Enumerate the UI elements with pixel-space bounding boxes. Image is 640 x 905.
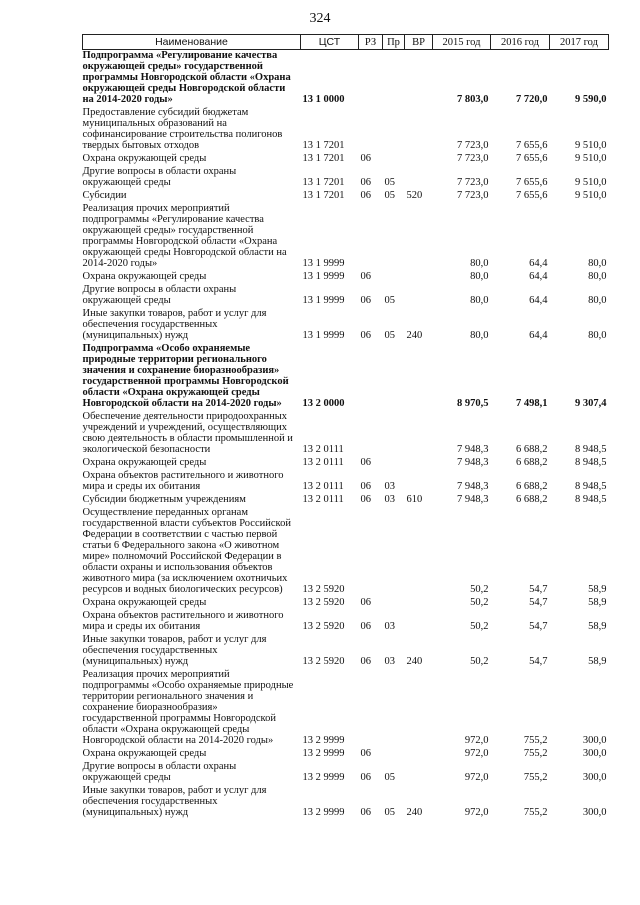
row-amount-2017: 8 948,5 [575, 494, 607, 505]
row-amount-2015: 7 723,0 [457, 153, 489, 164]
row-amount-2017: 80,0 [588, 271, 607, 282]
row-pr [383, 271, 405, 284]
row-amount-2017: 300,0 [582, 748, 607, 759]
row-vr [405, 669, 433, 748]
row-vr [405, 748, 433, 761]
row-amount-2015: 8 970,5 [457, 398, 489, 409]
row-rz: 06 [360, 597, 371, 608]
row-amount-2017: 58,9 [588, 597, 607, 608]
row-amount-2015: 7 948,3 [457, 481, 489, 492]
row-amount-2017: 300,0 [582, 772, 607, 783]
row-name: Обеспечение деятельности природоохранных учреждений и учреждений, осуществляющих свою деятельность в области промышленной и экологической безопасности [82, 411, 293, 455]
row-amount-2015: 7 723,0 [457, 140, 489, 151]
row-vr [405, 470, 433, 494]
row-amount-2015: 80,0 [470, 258, 489, 269]
row-amount-2016: 7 498,1 [516, 398, 548, 409]
row-cst: 13 2 5920 [302, 656, 345, 667]
header-2017: 2017 год [550, 35, 609, 50]
header-name: Наименование [83, 35, 301, 50]
budget-table [82, 34, 609, 820]
row-amount-2016: 64,4 [529, 271, 548, 282]
header-rz: РЗ [359, 35, 383, 50]
row-rz [359, 507, 383, 597]
row-rz: 06 [360, 656, 371, 667]
row-cst: 13 2 9999 [302, 748, 345, 759]
row-amount-2017: 8 948,5 [575, 444, 607, 455]
row-amount-2017: 9 510,0 [575, 140, 607, 151]
row-vr [405, 507, 433, 597]
row-amount-2016: 7 655,6 [516, 140, 548, 151]
row-name: Иные закупки товаров, работ и услуг для обеспечения государственных (муниципальных) нужд [82, 634, 267, 667]
row-name: Охрана окружающей среды [82, 271, 207, 282]
row-amount-2017: 9 510,0 [575, 190, 607, 201]
row-cst: 13 2 0111 [302, 457, 344, 468]
row-pr [383, 50, 405, 108]
row-pr [383, 343, 405, 411]
row-amount-2016: 54,7 [529, 597, 548, 608]
row-pr: 05 [384, 807, 395, 818]
row-amount-2015: 80,0 [470, 271, 489, 282]
row-pr: 05 [384, 190, 395, 201]
row-pr [383, 597, 405, 610]
row-name: Субсидии бюджетным учреждениям [82, 494, 246, 505]
row-cst: 13 1 7201 [302, 177, 345, 188]
row-pr [383, 107, 405, 153]
row-amount-2015: 50,2 [470, 597, 489, 608]
row-name: Охрана окружающей среды [82, 748, 207, 759]
row-vr [405, 107, 433, 153]
row-rz: 06 [360, 190, 371, 201]
row-pr [383, 507, 405, 597]
row-rz: 06 [360, 271, 371, 282]
row-pr [383, 669, 405, 748]
row-amount-2015: 80,0 [470, 330, 489, 341]
row-amount-2016: 7 655,6 [516, 153, 548, 164]
header-cst: ЦСТ [301, 35, 359, 50]
row-amount-2015: 7 803,0 [457, 94, 489, 105]
row-name: Другие вопросы в области охраны окружающей среды [82, 284, 237, 306]
row-vr: 610 [406, 494, 423, 505]
row-amount-2017: 9 510,0 [575, 153, 607, 164]
row-amount-2016: 6 688,2 [516, 494, 548, 505]
row-amount-2015: 7 948,3 [457, 494, 489, 505]
row-amount-2015: 7 948,3 [457, 444, 489, 455]
row-amount-2015: 50,2 [470, 621, 489, 632]
table-row [83, 50, 609, 108]
row-amount-2017: 80,0 [588, 330, 607, 341]
table-row [83, 457, 609, 470]
table-row [83, 669, 609, 748]
row-vr [405, 761, 433, 785]
row-amount-2015: 972,0 [464, 772, 489, 783]
table-row [83, 634, 609, 669]
row-amount-2016: 755,2 [523, 772, 548, 783]
row-amount-2015: 972,0 [464, 807, 489, 818]
row-pr: 05 [384, 295, 395, 306]
row-rz: 06 [360, 807, 371, 818]
row-pr [383, 203, 405, 271]
row-amount-2015: 972,0 [464, 735, 489, 746]
row-vr [405, 343, 433, 411]
row-rz [359, 203, 383, 271]
row-vr [405, 166, 433, 190]
row-name: Осуществление переданных органам государственной власти субъектов Российской Федерации в соответствии с частью первой статьи 6 Федерального закона «О животном мире» полномочий Российской Федерации в области охраны и использования объектов животного мира (за исключением охотничьих ресурсов и водных биологических ресурсов) [82, 507, 291, 595]
table-row [83, 411, 609, 457]
row-rz: 06 [360, 153, 371, 164]
table-row [83, 203, 609, 271]
row-amount-2016: 755,2 [523, 748, 548, 759]
row-amount-2016: 64,4 [529, 258, 548, 269]
row-amount-2017: 9 590,0 [575, 94, 607, 105]
row-amount-2015: 80,0 [470, 295, 489, 306]
row-vr [405, 50, 433, 108]
row-cst: 13 2 5920 [302, 584, 345, 595]
row-rz [359, 669, 383, 748]
table-row [83, 507, 609, 597]
table-row [83, 748, 609, 761]
row-amount-2015: 7 723,0 [457, 190, 489, 201]
header-pr: Пр [383, 35, 405, 50]
row-amount-2016: 6 688,2 [516, 457, 548, 468]
row-pr: 05 [384, 772, 395, 783]
table-body [83, 50, 609, 821]
row-amount-2017: 58,9 [588, 656, 607, 667]
row-amount-2015: 50,2 [470, 656, 489, 667]
row-pr: 05 [384, 330, 395, 341]
row-rz: 06 [360, 748, 371, 759]
row-amount-2016: 6 688,2 [516, 481, 548, 492]
row-cst: 13 2 5920 [302, 621, 345, 632]
row-amount-2017: 8 948,5 [575, 481, 607, 492]
row-name: Иные закупки товаров, работ и услуг для обеспечения государственных (муниципальных) нужд [82, 785, 267, 818]
row-amount-2016: 7 720,0 [516, 94, 548, 105]
table-row [83, 494, 609, 507]
row-cst: 13 1 9999 [302, 258, 345, 269]
row-amount-2016: 7 655,6 [516, 190, 548, 201]
row-amount-2016: 54,7 [529, 584, 548, 595]
row-name: Охрана объектов растительного и животного мира и среды их обитания [82, 470, 284, 492]
row-cst: 13 2 9999 [302, 735, 345, 746]
row-amount-2016: 54,7 [529, 656, 548, 667]
row-amount-2017: 80,0 [588, 295, 607, 306]
table-row [83, 271, 609, 284]
row-rz [359, 107, 383, 153]
row-pr [383, 411, 405, 457]
row-pr: 03 [384, 656, 395, 667]
table-row [83, 107, 609, 153]
row-name: Охрана окружающей среды [82, 153, 207, 164]
row-amount-2017: 9 510,0 [575, 177, 607, 188]
table-row [83, 470, 609, 494]
row-rz: 06 [360, 330, 371, 341]
row-amount-2016: 64,4 [529, 295, 548, 306]
table-header [83, 35, 609, 50]
row-amount-2015: 50,2 [470, 584, 489, 595]
row-amount-2017: 8 948,5 [575, 457, 607, 468]
row-amount-2016: 7 655,6 [516, 177, 548, 188]
row-name: Другие вопросы в области охраны окружающей среды [82, 166, 237, 188]
row-amount-2015: 7 723,0 [457, 177, 489, 188]
row-vr: 240 [406, 807, 423, 818]
header-2016: 2016 год [491, 35, 550, 50]
row-amount-2016: 755,2 [523, 807, 548, 818]
row-name: Охрана окружающей среды [82, 597, 207, 608]
row-vr [405, 610, 433, 634]
table-row [83, 761, 609, 785]
table-row [83, 308, 609, 343]
row-cst: 13 2 0111 [302, 444, 344, 455]
row-amount-2015: 7 948,3 [457, 457, 489, 468]
table-row [83, 284, 609, 308]
table-row [83, 610, 609, 634]
row-name: Другие вопросы в области охраны окружающей среды [82, 761, 237, 783]
row-rz: 06 [360, 177, 371, 188]
row-amount-2016: 755,2 [523, 735, 548, 746]
table-row [83, 166, 609, 190]
row-pr [383, 153, 405, 166]
row-cst: 13 2 5920 [302, 597, 345, 608]
row-rz [359, 50, 383, 108]
row-amount-2017: 80,0 [588, 258, 607, 269]
row-cst: 13 1 7201 [302, 140, 345, 151]
row-vr: 240 [406, 656, 423, 667]
row-cst: 13 1 9999 [302, 271, 345, 282]
table-row [83, 153, 609, 166]
row-name: Охрана объектов растительного и животного мира и среды их обитания [82, 610, 284, 632]
row-vr [405, 203, 433, 271]
row-rz: 06 [360, 457, 371, 468]
row-name: Иные закупки товаров, работ и услуг для обеспечения государственных (муниципальных) нужд [82, 308, 267, 341]
row-name: Подпрограмма «Регулирование качества окружающей среды» государственной программы Новгородской области «Охрана окружающей среды Новгородской области на 2014-2020 годы» [82, 50, 291, 105]
row-amount-2017: 58,9 [588, 584, 607, 595]
row-rz: 06 [360, 481, 371, 492]
row-pr [383, 748, 405, 761]
row-cst: 13 2 9999 [302, 772, 345, 783]
row-cst: 13 2 0111 [302, 494, 344, 505]
row-cst: 13 2 9999 [302, 807, 345, 818]
row-vr: 240 [406, 330, 423, 341]
row-cst: 13 1 7201 [302, 190, 345, 201]
row-vr [405, 411, 433, 457]
row-vr [405, 153, 433, 166]
row-rz: 06 [360, 772, 371, 783]
table-row [83, 597, 609, 610]
row-name: Охрана окружающей среды [82, 457, 207, 468]
table-row [83, 343, 609, 411]
row-name: Подпрограмма «Особо охраняемые природные территории регионального значения и сохранение биоразнообразия» государственной программы Новгородской области «Охрана окружающей среды Новгородской области на 2014-2020 годы» [82, 343, 289, 409]
row-amount-2016: 54,7 [529, 621, 548, 632]
header-vr: ВР [405, 35, 433, 50]
row-cst: 13 1 9999 [302, 295, 345, 306]
row-rz: 06 [360, 494, 371, 505]
row-cst: 13 1 7201 [302, 153, 345, 164]
row-cst: 13 1 9999 [302, 330, 345, 341]
header-2015: 2015 год [433, 35, 491, 50]
row-pr: 03 [384, 621, 395, 632]
row-name: Субсидии [82, 190, 127, 201]
row-vr [405, 271, 433, 284]
row-name: Предоставление субсидий бюджетам муниципальных образований на софинансирование строительства полигонов твердых бытовых отходов [82, 107, 283, 151]
row-amount-2017: 58,9 [588, 621, 607, 632]
row-pr: 05 [384, 177, 395, 188]
row-vr [405, 597, 433, 610]
row-cst: 13 2 0000 [302, 398, 345, 409]
row-rz [359, 411, 383, 457]
row-pr: 03 [384, 494, 395, 505]
row-pr: 03 [384, 481, 395, 492]
table-row [83, 785, 609, 820]
row-amount-2017: 300,0 [582, 807, 607, 818]
row-amount-2015: 972,0 [464, 748, 489, 759]
row-vr [405, 457, 433, 470]
row-rz [359, 343, 383, 411]
page-number: 324 [309, 11, 331, 26]
row-cst: 13 1 0000 [302, 94, 345, 105]
row-amount-2017: 9 307,4 [575, 398, 607, 409]
row-name: Реализация прочих мероприятий подпрограммы «Регулирование качества окружающей среды» государственной программы Новгородской области «Охрана окружающей среды Новгородской области на 2014-2020 годы» [82, 203, 287, 269]
row-amount-2016: 64,4 [529, 330, 548, 341]
table-row [83, 190, 609, 203]
row-vr: 520 [406, 190, 423, 201]
row-amount-2016: 6 688,2 [516, 444, 548, 455]
row-name: Реализация прочих мероприятий подпрограммы «Особо охраняемые природные территории регионального значения и сохранение биоразнообразия» государственной программы Новгородской области «Охрана окружающей среды Новгородской области на 2014-2020 годы» [82, 669, 294, 746]
row-pr [383, 457, 405, 470]
row-amount-2017: 300,0 [582, 735, 607, 746]
row-vr [405, 284, 433, 308]
row-rz: 06 [360, 621, 371, 632]
row-cst: 13 2 0111 [302, 481, 344, 492]
row-rz: 06 [360, 295, 371, 306]
